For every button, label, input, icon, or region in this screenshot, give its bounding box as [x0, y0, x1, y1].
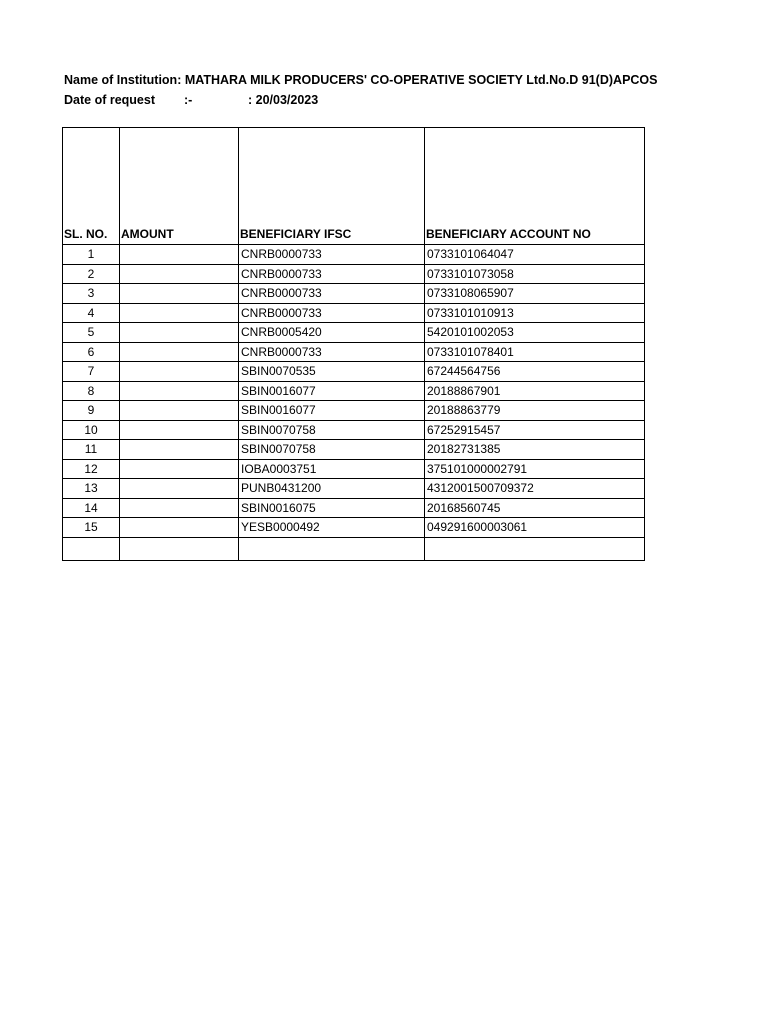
table-row — [63, 498, 645, 518]
cell-amount — [120, 401, 239, 421]
table-row — [63, 362, 645, 382]
cell-amount — [120, 479, 239, 499]
cell-ifsc: SBIN0016077 — [239, 381, 425, 401]
cell-amount — [120, 498, 239, 518]
cell-account-no: 20188863779 — [425, 401, 645, 421]
cell-amount — [120, 323, 239, 343]
col-header-account-no: BENEFICIARY ACCOUNT NO — [425, 128, 645, 245]
cell-sl-no: 4 — [63, 303, 120, 323]
table-row — [63, 264, 645, 284]
empty-row — [63, 537, 645, 560]
cell-amount — [120, 459, 239, 479]
cell-sl-no: 8 — [63, 381, 120, 401]
col-header-sl-no: SL. NO. — [63, 128, 120, 245]
col-header-ifsc: BENEFICIARY IFSC — [239, 128, 425, 245]
table-row — [63, 401, 645, 421]
table-row — [63, 381, 645, 401]
cell-amount — [120, 303, 239, 323]
cell-sl-no: 13 — [63, 479, 120, 499]
empty-cell — [239, 537, 425, 560]
cell-sl-no: 11 — [63, 440, 120, 460]
cell-account-no: 049291600003061 — [425, 518, 645, 538]
cell-account-no: 67252915457 — [425, 420, 645, 440]
empty-cell — [63, 537, 120, 560]
beneficiary-table — [62, 127, 645, 561]
date-value: : 20/03/2023 — [248, 93, 319, 107]
empty-cell — [425, 537, 645, 560]
cell-sl-no: 7 — [63, 362, 120, 382]
cell-sl-no: 5 — [63, 323, 120, 343]
cell-sl-no: 6 — [63, 342, 120, 362]
cell-sl-no: 1 — [63, 245, 120, 265]
cell-account-no: 4312001500709372 — [425, 479, 645, 499]
cell-ifsc: SBIN0016075 — [239, 498, 425, 518]
table-row — [63, 518, 645, 538]
cell-sl-no: 3 — [63, 284, 120, 304]
cell-ifsc: PUNB0431200 — [239, 479, 425, 499]
cell-ifsc: CNRB0000733 — [239, 284, 425, 304]
request-date-line — [64, 90, 658, 110]
table-row — [63, 303, 645, 323]
empty-cell — [120, 537, 239, 560]
cell-account-no: 20182731385 — [425, 440, 645, 460]
col-header-amount: AMOUNT — [120, 128, 239, 245]
table-header-row — [63, 128, 645, 245]
cell-ifsc: SBIN0070758 — [239, 420, 425, 440]
cell-ifsc: CNRB0005420 — [239, 323, 425, 343]
cell-sl-no: 10 — [63, 420, 120, 440]
table-row — [63, 245, 645, 265]
cell-account-no: 0733101064047 — [425, 245, 645, 265]
table-row — [63, 459, 645, 479]
cell-account-no: 0733101010913 — [425, 303, 645, 323]
cell-amount — [120, 420, 239, 440]
cell-account-no: 67244564756 — [425, 362, 645, 382]
cell-ifsc: YESB0000492 — [239, 518, 425, 538]
cell-amount — [120, 440, 239, 460]
cell-amount — [120, 264, 239, 284]
cell-account-no: 0733108065907 — [425, 284, 645, 304]
cell-account-no: 20168560745 — [425, 498, 645, 518]
cell-amount — [120, 381, 239, 401]
cell-ifsc: IOBA0003751 — [239, 459, 425, 479]
cell-account-no: 0733101078401 — [425, 342, 645, 362]
table-row — [63, 284, 645, 304]
cell-sl-no: 9 — [63, 401, 120, 421]
cell-ifsc: SBIN0070535 — [239, 362, 425, 382]
table-row — [63, 342, 645, 362]
table-row — [63, 440, 645, 460]
cell-amount — [120, 245, 239, 265]
document-header — [64, 70, 658, 110]
cell-account-no: 0733101073058 — [425, 264, 645, 284]
cell-amount — [120, 284, 239, 304]
cell-sl-no: 12 — [63, 459, 120, 479]
cell-sl-no: 2 — [63, 264, 120, 284]
cell-ifsc: CNRB0000733 — [239, 303, 425, 323]
date-label: Date of request — [64, 93, 155, 107]
table-row — [63, 420, 645, 440]
cell-ifsc: CNRB0000733 — [239, 245, 425, 265]
cell-amount — [120, 342, 239, 362]
cell-ifsc: SBIN0070758 — [239, 440, 425, 460]
cell-sl-no: 14 — [63, 498, 120, 518]
date-separator: :- — [184, 93, 193, 107]
cell-sl-no: 15 — [63, 518, 120, 538]
cell-account-no: 20188867901 — [425, 381, 645, 401]
table-row — [63, 323, 645, 343]
cell-amount — [120, 518, 239, 538]
cell-account-no: 375101000002791 — [425, 459, 645, 479]
cell-account-no: 5420101002053 — [425, 323, 645, 343]
cell-ifsc: SBIN0016077 — [239, 401, 425, 421]
cell-amount — [120, 362, 239, 382]
institution-name: Name of Institution: MATHARA MILK PRODUCERS' CO-OPERATIVE SOCIETY Ltd.No.D 91(D)APCOS — [64, 73, 658, 87]
cell-ifsc: CNRB0000733 — [239, 342, 425, 362]
table-row — [63, 479, 645, 499]
cell-ifsc: CNRB0000733 — [239, 264, 425, 284]
